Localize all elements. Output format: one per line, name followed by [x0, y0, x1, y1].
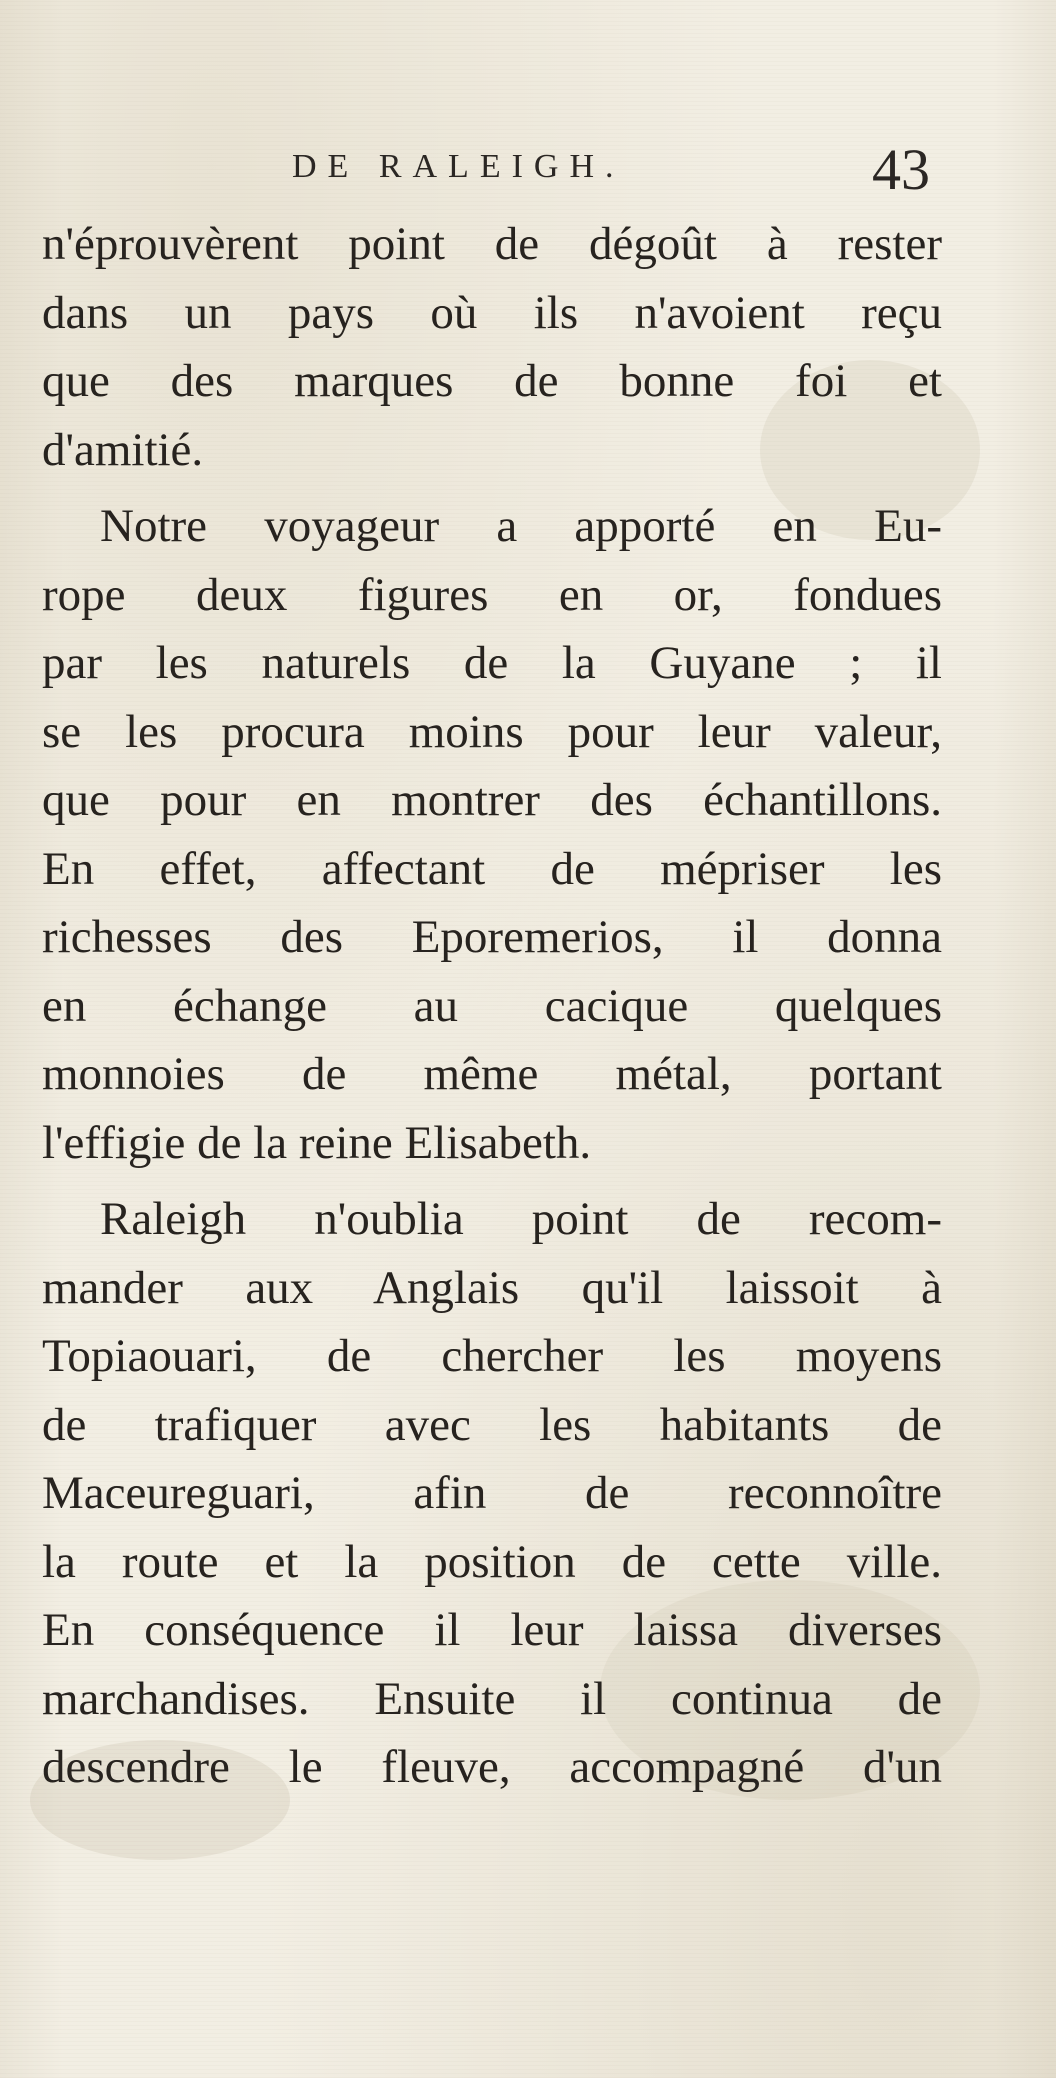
text-line: la route et la position de cette ville. [42, 1535, 942, 1588]
text-line: dans un pays où ils n'avoient reçu [42, 286, 942, 339]
body-text [42, 210, 942, 1802]
text-line: Raleigh n'oublia point de recom- [100, 1193, 942, 1245]
text-line: d'amitié. [42, 423, 204, 476]
text-line: rope deux figures en or, fondues [42, 568, 942, 621]
page-number: 43 [872, 137, 930, 202]
text-line: En effet, affectant de mépriser les [42, 842, 942, 895]
text-line: mander aux Anglais qu'il laissoit à [42, 1261, 942, 1314]
text-line: Topiaouari, de chercher les moyens [42, 1330, 942, 1382]
page-header [0, 137, 1056, 204]
text-line: n'éprouvèrent point de dégoût à rester [42, 218, 942, 270]
text-line: l'effigie de la reine Elisabeth. [42, 1116, 592, 1169]
text-line: en échange au cacique quelques [42, 979, 942, 1032]
text-line: Maceureguari, afin de reconnoître [42, 1467, 942, 1519]
text-line: par les naturels de la Guyane ; il [42, 637, 942, 689]
text-line: que pour en montrer des échantillons. [42, 774, 942, 826]
text-line: que des marques de bonne foi et [42, 355, 942, 407]
running-title: DE RALEIGH. [292, 148, 625, 185]
text-line: se les procura moins pour leur valeur, [42, 705, 942, 758]
text-line: monnoies de même métal, portant [42, 1048, 942, 1100]
text-line: En conséquence il leur laissa diverses [42, 1604, 942, 1656]
text-line: marchandises. Ensuite il continua de [42, 1672, 942, 1725]
paragraph [42, 210, 942, 484]
text-line: Notre voyageur a apporté en Eu- [100, 500, 942, 552]
text-line: de trafiquer avec les habitants de [42, 1398, 942, 1451]
paragraph [42, 492, 942, 1177]
text-line: descendre le fleuve, accompagné d'un [42, 1741, 942, 1793]
text-line: richesses des Eporemerios, il donna [42, 911, 942, 963]
paragraph [42, 1185, 942, 1802]
